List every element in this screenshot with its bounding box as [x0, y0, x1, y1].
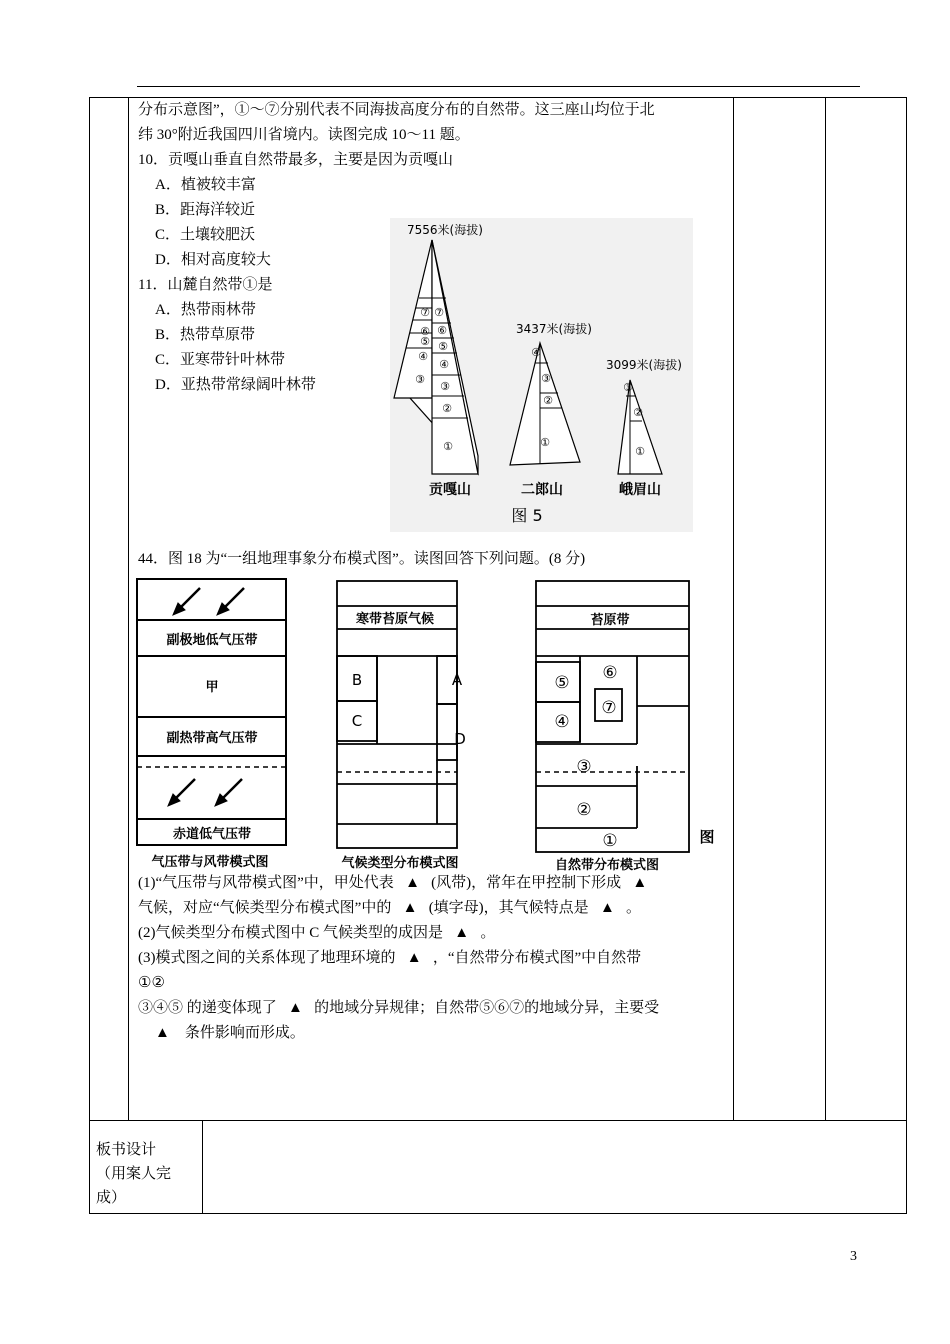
pressure-wind-model: [137, 579, 286, 845]
gongga-height-label: 7556米(海拔): [407, 223, 483, 237]
subtropical-high-label: 副热带高气压带: [166, 731, 258, 746]
gongga-zone-3: ③: [415, 373, 425, 386]
tundra-climate-label: 寒带苔原气候: [355, 612, 435, 627]
q11-option-c: C．亚寒带针叶林带: [155, 352, 286, 368]
figure-5-mountains: [390, 218, 693, 532]
q11-option-d: D．亚热带常绿阔叶林带: [155, 377, 316, 393]
gongga-zone-5: ⑤: [420, 335, 430, 348]
gongga-zone-6: ⑥: [420, 325, 430, 338]
emei-name: 峨眉山: [619, 482, 661, 498]
zone-4-label: ④: [554, 712, 570, 732]
board-label-line-1: 板书设计: [96, 1142, 157, 1158]
gongga-zone-5b: ⑤: [438, 340, 448, 353]
gongga-zone-7: ⑦: [434, 306, 444, 319]
climate-d-label: D: [454, 730, 466, 748]
intro-line-1: 分布示意图”，①～⑦分别代表不同海拔高度分布的自然带。这三座山均位于北: [138, 102, 655, 118]
board-label-line-3: 成）: [96, 1190, 127, 1206]
page-number: 3: [850, 1249, 857, 1264]
figure-18-models: [132, 576, 732, 874]
q11-option-b: B．热带草原带: [155, 327, 256, 343]
figure-18-side-label: 图: [699, 828, 715, 846]
question-44: 44．图 18 为“一组地理事象分布模式图”。读图回答下列问题。(8 分): [138, 551, 586, 567]
erlang-zone-1: ①: [540, 436, 550, 449]
zone-3-label: ③: [576, 757, 592, 777]
row-divider: [89, 1120, 907, 1121]
erlang-zone-4: ④: [531, 346, 541, 359]
col-divider-3: [825, 97, 826, 1120]
zone-5-label: ⑤: [554, 673, 570, 693]
erlang-zone-2: ②: [543, 394, 553, 407]
header-rule: [137, 86, 860, 87]
board-col-divider: [202, 1120, 203, 1214]
erlang-height-label: 3437米(海拔): [516, 322, 592, 336]
intro-line-2: 纬 30°附近我国四川省境内。读图完成 10～11 题。: [138, 127, 470, 143]
emei-zone-3: ③: [623, 381, 633, 394]
q44-part1-line1: (1)“气压带与风带模式图”中，甲处代表 ▲ (风带)，常年在甲控制下形成 ▲: [138, 875, 648, 891]
erlang-name: 二郎山: [521, 482, 563, 498]
emei-zone-2: ②: [633, 406, 643, 419]
board-design-label: [96, 1138, 196, 1210]
gongga-zone-1: ①: [443, 440, 453, 453]
zone-2-label: ②: [576, 800, 592, 820]
col-divider-2: [733, 97, 734, 1120]
question-11: 11．山麓自然带①是: [138, 277, 273, 293]
q44-part2: (2)气候类型分布模式图中 C 气候类型的成因是 ▲ 。: [138, 925, 496, 941]
gongga-zone-6b: ⑥: [437, 324, 447, 337]
board-label-line-2: （用案人完: [96, 1166, 172, 1182]
subpolar-low-label: 副极地低气压带: [166, 633, 258, 648]
climate-a-label: A: [451, 671, 463, 689]
pressure-model-caption: 气压带与风带模式图: [151, 855, 269, 870]
zone-6-label: ⑥: [602, 663, 618, 683]
climate-model-caption: 气候类型分布模式图: [341, 856, 459, 871]
q10-option-d: D．相对高度较大: [155, 252, 271, 268]
question-10: 10．贡嘎山垂直自然带最多，主要是因为贡嘎山: [138, 152, 454, 168]
climate-b-label: B: [351, 671, 363, 689]
erlang-zone-3: ③: [541, 372, 551, 385]
equatorial-low-label: 赤道低气压带: [172, 827, 252, 842]
zone-1-label: ①: [602, 831, 618, 851]
q44-part3-line3: ③④⑤ 的递变体现了 ▲ 的地域分异规律；自然带⑤⑥⑦的地域分异，主要受: [138, 1000, 660, 1016]
q44-part3-line2: ①②: [138, 975, 165, 991]
climate-c-label: C: [351, 712, 363, 730]
gongga-name: 贡嘎山: [429, 482, 471, 498]
q44-part1-line2: 气候，对应“气候类型分布模式图”中的 ▲ (填字母)，其气候特点是 ▲ 。: [138, 900, 642, 916]
gongga-zone-3b: ③: [440, 380, 450, 393]
q44-part3-line1: (3)模式图之间的关系体现了地理环境的 ▲ ，“自然带分布模式图”中自然带: [138, 950, 642, 966]
gongga-zone-4b: ④: [439, 358, 449, 371]
zone-7-label: ⑦: [601, 698, 617, 718]
emei-zone-1: ①: [635, 445, 645, 458]
gongga-zone-7a: ⑦: [420, 306, 430, 319]
gongga-zone-4: ④: [418, 350, 428, 363]
nature-model-caption: 自然带分布模式图: [554, 858, 660, 873]
q11-option-a: A．热带雨林带: [155, 302, 256, 318]
q10-option-a: A．植被较丰富: [155, 177, 256, 193]
tundra-zone-label: 苔原带: [590, 613, 630, 628]
figure-5-caption: 图 5: [511, 506, 543, 525]
emei-height-label: 3099米(海拔): [606, 358, 682, 372]
gongga-zone-2: ②: [442, 402, 452, 415]
jia-label: 甲: [205, 680, 219, 695]
q44-part3-line4: ▲ 条件影响而形成。: [155, 1025, 305, 1041]
q10-option-c: C．土壤较肥沃: [155, 227, 256, 243]
col-divider-1: [128, 97, 129, 1120]
q10-option-b: B．距海洋较近: [155, 202, 256, 218]
